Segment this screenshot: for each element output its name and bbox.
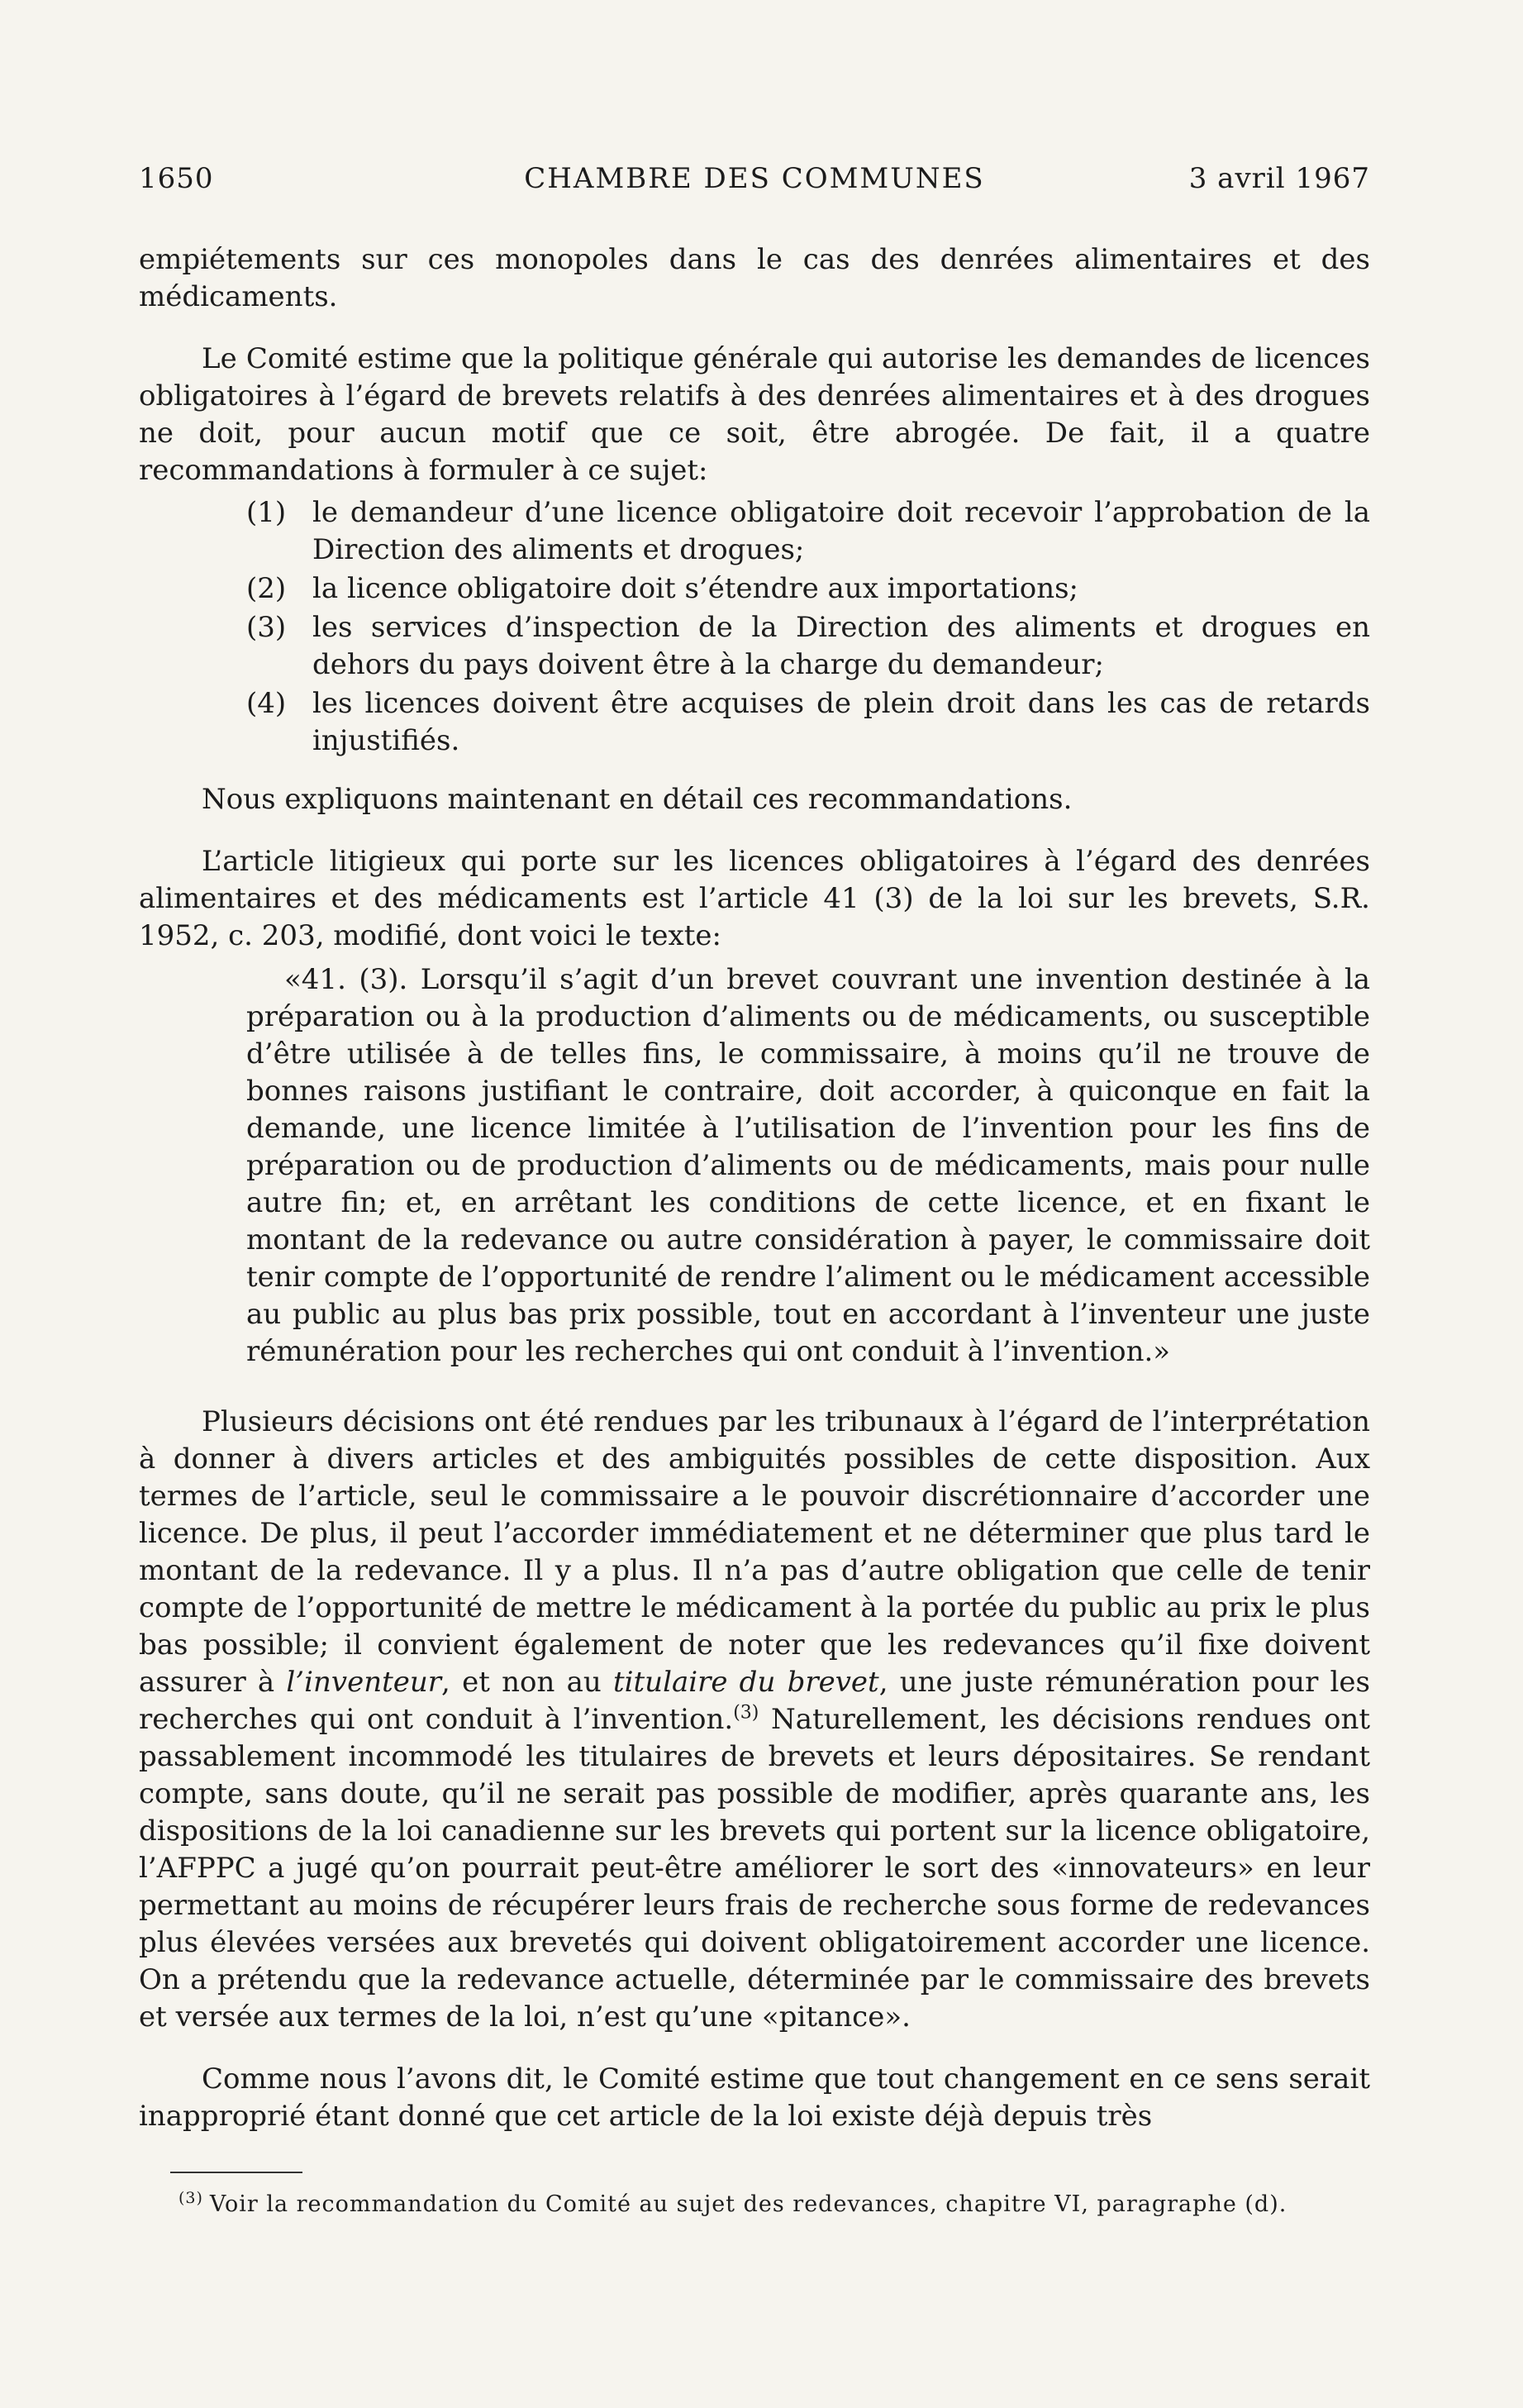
paragraph-4: L’article litigieux qui porte sur les licences obligatoires à l’égard des denrées alimentaires et des médicaments est l’article 41 (3) de la loi sur les brevets, S.R. 1952, c. 203, modifié, dont voici le texte: — [139, 845, 1370, 952]
list-item — [246, 494, 1370, 569]
page-number: 1650 — [139, 162, 214, 195]
list-item-number: (1) — [246, 496, 287, 529]
paragraph-6: Comme nous l’avons dit, le Comité estime que tout changement en ce sens serait inapproprié étant donné que cet article de la loi existe déjà depuis très — [139, 2062, 1370, 2133]
running-header — [139, 154, 1370, 212]
footnote-marker: (3) — [178, 2189, 203, 2207]
list-item — [246, 570, 1370, 608]
law-quote-text: «41. (3). Lorsqu’il s’agit d’un brevet couvrant une invention destinée à la préparation ou à la production d’aliments ou de médicaments, ou susceptible d’être utilisée à de telles fins, le commissaire, à moins qu’il ne trouve de bonnes raisons justifiant le contraire, doit accorder, à quiconque en fait la demande, une licence limitée à l’utilisation de l’invention pour les fins de préparation ou de production d’aliments ou de médicaments, mais pour nulle autre fin; et, en arrêtant les conditions de cette licence, et en fixant le montant de la redevance ou autre considération à payer, le commissaire doit tenir compte de l’opportunité de rendre l’aliment ou le médicament accessible au public au plus bas prix possible, tout en accordant à l’inventeur une juste rémunération pour les recherches qui ont conduit à l’invention.» — [246, 963, 1370, 1368]
recommendations-list — [139, 494, 1370, 760]
paragraph-5-part-a: Plusieurs décisions ont été rendues par les tribunaux à l’égard de l’interprétation à donner à divers articles et des ambiguités possibles de cette disposition. Aux termes de l’article, seul le commissaire a le pouvoir discrétionnaire d’accorder une licence. De plus, il peut l’accorder immédiatement et ne déterminer que plus tard le montant de la redevance. Il y a plus. Il n’a pas d’autre obligation que celle de tenir compte de l’opportunité de mettre le médicament à la portée du public au prix le plus bas possible; il convient également de noter que les redevances qu’il fixe doivent assurer à — [139, 1405, 1370, 1699]
paragraph-5-part-d: Naturellement, les décisions rendues ont passablement incommodé les titulaires de brevets et leurs dépositaires. Se rendant compte, sans doute, qu’il ne serait pas possible de modifier, après quarante ans, les dispositions de la loi canadienne sur les brevets qui portent sur la licence obligatoire, l’AFPPC a jugé qu’on pourrait peut-être améliorer le sort des «innovateurs» en leur permettant au moins de récupérer leurs frais de recherche sous forme de redevances plus élevées versées aux brevetés qui doivent obligatoirement accorder une licence. On a prétendu que la redevance actuelle, déterminée par le commissaire des brevets et versée aux termes de la loi, n’est qu’une «pitance». — [139, 1703, 1371, 2034]
header-title: CHAMBRE DES COMMUNES — [524, 162, 985, 195]
paragraph-2: Le Comité estime que la politique générale qui autorise les demandes de licences obligatoires à l’égard de brevets relatifs à des denrées alimentaires et à des drogues ne doit, pour aucun motif que ce soit, être abrogée. De fait, il a quatre recommandations à formuler à ce sujet: — [139, 342, 1370, 487]
emphasis-titulaire: titulaire du brevet — [612, 1666, 879, 1699]
list-item-number: (2) — [246, 572, 287, 605]
footnote-reference: (3) — [733, 1702, 759, 1724]
list-item-text: le demandeur d’une licence obligatoire doit recevoir l’approbation de la Direction des aliments et drogues; — [312, 496, 1370, 566]
list-item — [246, 685, 1370, 760]
list-item-text: la licence obligatoire doit s’étendre aux importations; — [312, 572, 1079, 605]
footnote-rule — [170, 2172, 302, 2173]
emphasis-inventeur: l’inventeur — [286, 1666, 442, 1699]
header-date: 3 avril 1967 — [1188, 162, 1370, 195]
list-item-text: les services d’inspection de la Direction des aliments et drogues en dehors du pays doivent être à la charge du demandeur; — [312, 611, 1370, 681]
paragraph-3: Nous expliquons maintenant en détail ces recommandations. — [202, 783, 1073, 816]
footnote — [139, 2182, 1370, 2221]
list-item-number: (4) — [246, 687, 287, 720]
list-item — [246, 609, 1370, 684]
body-text — [139, 241, 1370, 2135]
paragraph-1: empiétements sur ces monopoles dans le cas des denrées alimentaires et des médicaments. — [139, 243, 1370, 313]
list-item-number: (3) — [246, 611, 287, 644]
list-item-text: les licences doivent être acquises de plein droit dans les cas de retards injustifiés. — [312, 687, 1370, 757]
document-page — [139, 154, 1370, 2221]
paragraph-5-part-c: , une juste rémunération pour les recherches qui ont conduit à l’invention. — [139, 1666, 1370, 1736]
footnote-text: Voir la recommandation du Comité au sujet des redevances, chapitre VI, paragraphe (d). — [209, 2191, 1287, 2217]
paragraph-5 — [139, 1404, 1370, 2036]
law-quote — [246, 961, 1370, 1371]
paragraph-5-part-b: , et non au — [441, 1666, 613, 1699]
